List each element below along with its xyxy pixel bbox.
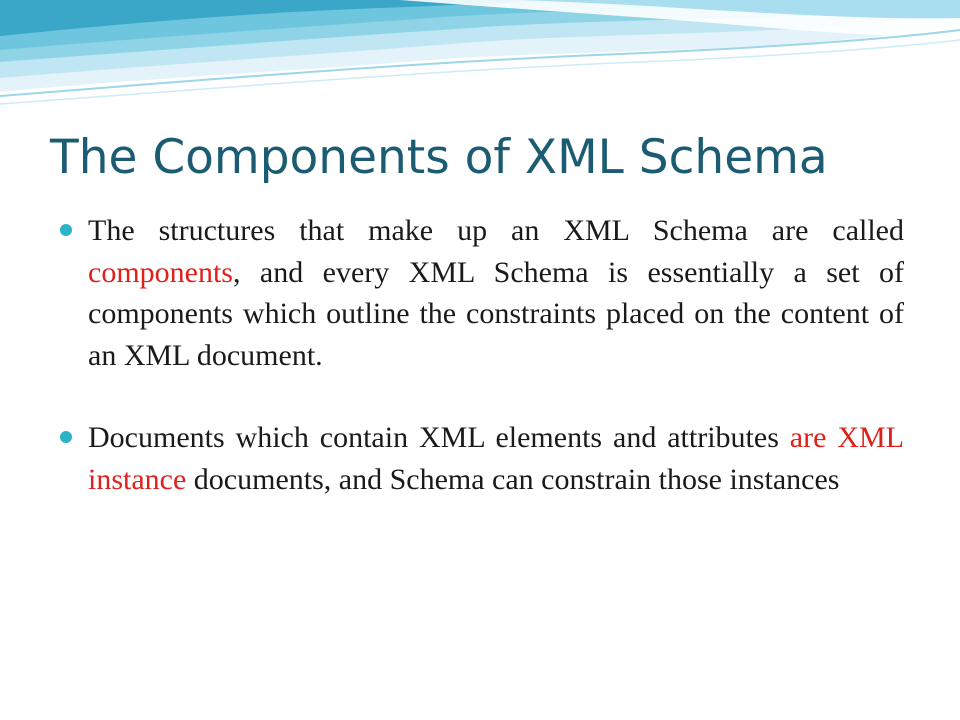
bullet-dot-icon [60, 431, 72, 443]
bullet-item-components [56, 210, 904, 376]
bullet-text-before: The structures that make up an XML Schema are called [88, 214, 904, 247]
highlighted-term: are XML instance [88, 421, 904, 496]
bullet-item-instance-documents [56, 417, 904, 500]
bullet-text-after: , and every XML Schema is essentially a set of components which outline the constraints placed on the content of an XML document. [88, 255, 904, 372]
highlighted-term: components [88, 255, 233, 289]
bullet-dot-icon [60, 224, 72, 236]
slide-title: The Components of XML Schema [50, 130, 828, 185]
bullet-text-after: documents, and Schema can constrain those instances [186, 462, 840, 496]
header-wave-decoration [0, 0, 960, 110]
bullet-text-before: Documents which contain XML elements and attributes [88, 421, 790, 454]
bullet-list [56, 210, 904, 500]
